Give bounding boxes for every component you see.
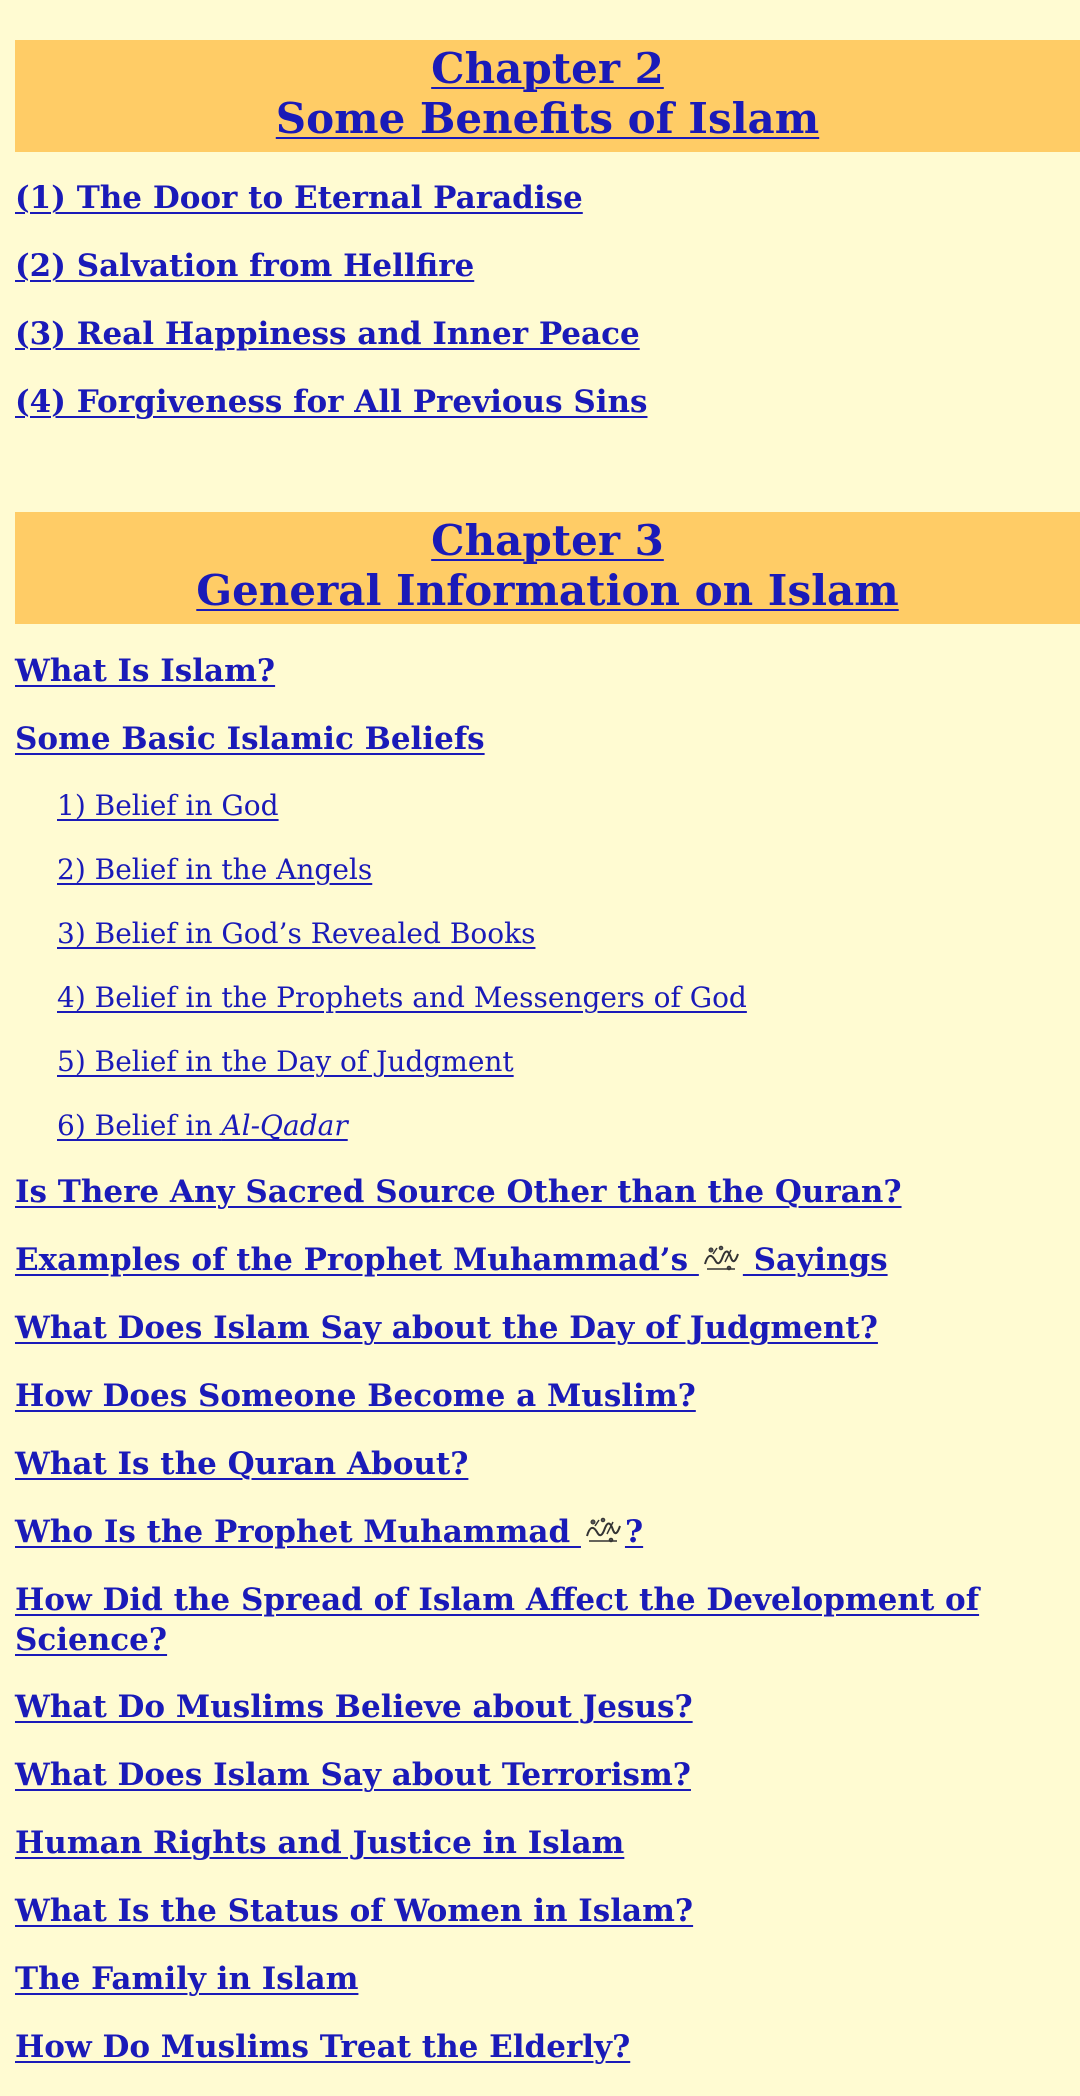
toc-link-spread-science[interactable]: How Did the Spread of Islam Affect the Development of Science?	[15, 1582, 980, 1658]
chapter-3-header	[15, 512, 1080, 624]
toc-link-elderly[interactable]: How Do Muslims Treat the Elderly?	[15, 2029, 631, 2065]
sayings-prefix: Examples of the Prophet Muhammad’s	[15, 1242, 699, 1278]
who-prophet-prefix: Who Is the Prophet Muhammad	[15, 1514, 581, 1550]
toc-link-terrorism[interactable]: What Does Islam Say about Terrorism?	[15, 1757, 691, 1793]
toc-link-salvation[interactable]: (2) Salvation from Hellfire	[15, 248, 475, 284]
toc-link-jesus[interactable]: What Do Muslims Believe about Jesus?	[15, 1689, 693, 1725]
chapter-2-subtitle-link[interactable]: Some Benefits of Islam	[275, 94, 820, 143]
toc-link-belief-qadar[interactable]	[57, 1108, 348, 1144]
toc-link-happiness[interactable]: (3) Real Happiness and Inner Peace	[15, 316, 640, 352]
toc-link-what-is-islam[interactable]: What Is Islam?	[15, 653, 276, 689]
sayings-suffix: Sayings	[742, 1242, 888, 1278]
toc-link-who-prophet[interactable]	[15, 1512, 643, 1552]
toc-link-women[interactable]: What Is the Status of Women in Islam?	[15, 1893, 694, 1929]
toc-link-belief-angels[interactable]: 2) Belief in the Angels	[57, 853, 373, 886]
chapter-3-title-link[interactable]: Chapter 3	[431, 516, 664, 565]
arabic-salutation-icon	[583, 1514, 623, 1546]
toc-link-human-rights[interactable]: Human Rights and Justice in Islam	[15, 1825, 625, 1861]
toc-link-day-of-judgment[interactable]: What Does Islam Say about the Day of Judgment?	[15, 1310, 878, 1346]
toc-link-belief-god[interactable]: 1) Belief in God	[57, 789, 279, 822]
belief-6-italic: Al-Qadar	[221, 1109, 348, 1142]
toc-link-forgiveness[interactable]: (4) Forgiveness for All Previous Sins	[15, 384, 648, 420]
who-prophet-suffix: ?	[624, 1514, 644, 1550]
toc-link-belief-prophets[interactable]: 4) Belief in the Prophets and Messengers of God	[57, 981, 747, 1014]
toc-link-belief-judgment[interactable]: 5) Belief in the Day of Judgment	[57, 1045, 514, 1078]
toc-link-door-paradise[interactable]: (1) The Door to Eternal Paradise	[15, 180, 583, 216]
chapter-3-subtitle-link[interactable]: General Information on Islam	[196, 566, 899, 615]
toc-link-prophet-sayings[interactable]	[15, 1240, 888, 1280]
chapter-2-title-link[interactable]: Chapter 2	[431, 44, 664, 93]
toc-link-belief-books[interactable]: 3) Belief in God’s Revealed Books	[57, 917, 536, 950]
toc-link-basic-beliefs[interactable]: Some Basic Islamic Beliefs	[15, 721, 485, 757]
belief-6-prefix: 6) Belief in	[57, 1109, 222, 1142]
toc-link-quran-about[interactable]: What Is the Quran About?	[15, 1446, 469, 1482]
toc-link-family[interactable]: The Family in Islam	[15, 1961, 359, 1997]
arabic-salutation-icon	[701, 1242, 741, 1274]
toc-link-sacred-source[interactable]: Is There Any Sacred Source Other than the Quran?	[15, 1174, 902, 1210]
toc-link-become-muslim[interactable]: How Does Someone Become a Muslim?	[15, 1378, 696, 1414]
chapter-2-header	[15, 40, 1080, 152]
